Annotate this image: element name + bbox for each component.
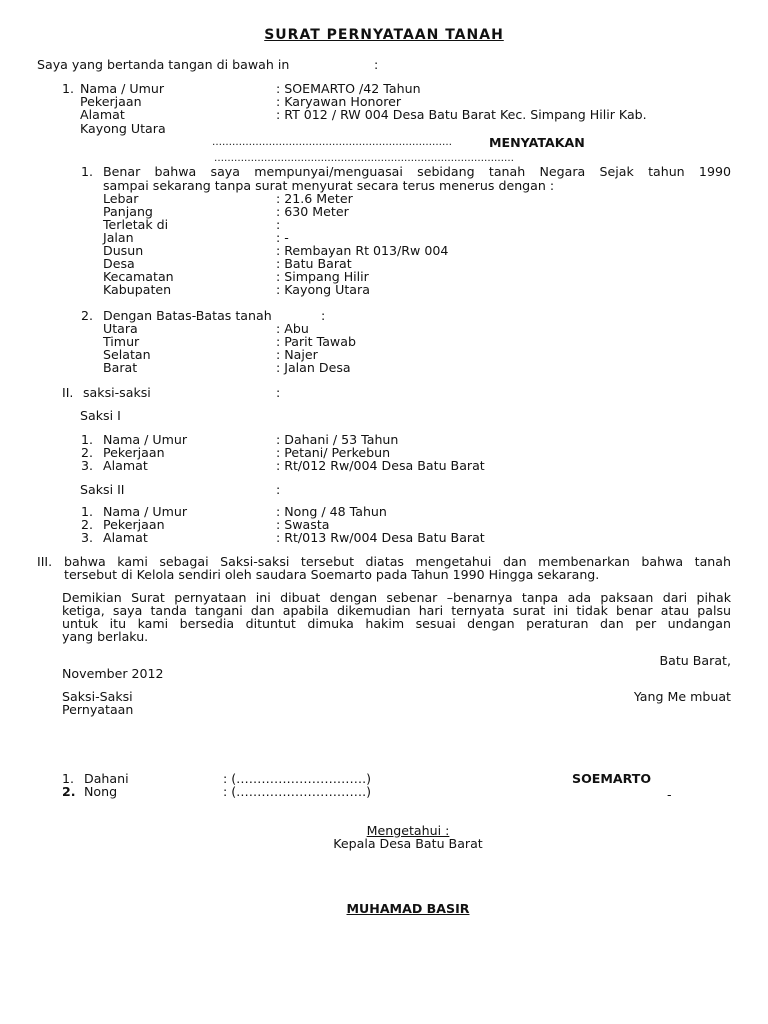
closing-line: ketiga, saya tanda tangani dan apabila dikemudian hari ternyata surat ini tidak benar atau palsu bbox=[62, 603, 731, 618]
section-text: bahwa kami sebagai Saksi-saksi tersebut diatas mengetahui dan membenarkan bahwa tanah bbox=[64, 554, 731, 569]
field-value: : Abu bbox=[276, 321, 309, 336]
field-value: : bbox=[276, 217, 281, 232]
saksi-2-label: Saksi II bbox=[80, 482, 125, 497]
intro-colon: : bbox=[374, 57, 379, 72]
field-value: : Swasta bbox=[276, 517, 330, 532]
signature-number: 1. bbox=[62, 771, 75, 786]
field-label: Alamat bbox=[80, 107, 125, 122]
field-label: Utara bbox=[103, 321, 138, 336]
field-value: : Simpang Hilir bbox=[276, 269, 369, 284]
signer-name: SOEMARTO bbox=[572, 771, 652, 786]
field-value: : Kayong Utara bbox=[276, 282, 370, 297]
declarant-number: 1. bbox=[62, 81, 75, 96]
page-title: SURAT PERNYATAAN TANAH bbox=[264, 27, 504, 43]
field-value: : Rembayan Rt 013/Rw 004 bbox=[276, 243, 449, 258]
row-number: 2. bbox=[81, 517, 94, 532]
closing-line: yang berlaku. bbox=[62, 629, 149, 644]
field-value: : Rt/012 Rw/004 Desa Batu Barat bbox=[276, 458, 485, 473]
point-text: Benar bahwa saya mempunyai/menguasai sebidang tanah Negara Sejak tahun 1990 bbox=[103, 164, 731, 179]
signer-dash: - bbox=[667, 787, 672, 802]
field-label: Nama / Umur bbox=[80, 81, 165, 96]
mengetahui-label: Mengetahui : bbox=[366, 823, 450, 838]
field-label: Barat bbox=[103, 360, 138, 375]
intro-text: Saya yang bertanda tangan di bawah in bbox=[37, 57, 290, 72]
row-number: 3. bbox=[81, 530, 94, 545]
closing-line: Demikian Surat pernyataan ini dibuat dengan sebenar –benarnya tanpa ada paksaan dari pihak bbox=[62, 590, 731, 605]
field-label: Kabupaten bbox=[103, 282, 172, 297]
saksi-1-heading: Saksi I bbox=[80, 408, 121, 423]
kepala-desa-name: MUHAMAD BASIR bbox=[346, 901, 470, 916]
closing-line: untuk itu kami bersedia dituntut dimuka hakim sesuai dengan peraturan dan per undangan bbox=[62, 616, 731, 631]
row-number: 1. bbox=[81, 504, 94, 519]
field-label: Desa bbox=[103, 256, 135, 271]
place: Batu Barat, bbox=[659, 653, 731, 668]
field-label: Nama / Umur bbox=[103, 432, 188, 447]
field-value: : - bbox=[276, 230, 289, 245]
row-number: 2. bbox=[81, 445, 94, 460]
menyatakan-label: MENYATAKAN bbox=[489, 135, 585, 150]
field-value: : Petani/ Perkebun bbox=[276, 445, 391, 460]
field-value: : Karyawan Honorer bbox=[276, 94, 402, 109]
saksi-saksi-label: Saksi-Saksi bbox=[62, 689, 133, 704]
signature-line: : (………………………….) bbox=[223, 784, 372, 799]
field-label: Dusun bbox=[103, 243, 144, 258]
field-value: : 21.6 Meter bbox=[276, 191, 353, 206]
field-value: : RT 012 / RW 004 Desa Batu Barat Kec. Simpang Hilir Kab. bbox=[276, 107, 647, 122]
field-value: : Parit Tawab bbox=[276, 334, 356, 349]
field-value: : SOEMARTO /42 Tahun bbox=[276, 81, 421, 96]
point-number: 2. bbox=[81, 308, 94, 323]
field-label: Timur bbox=[103, 334, 140, 349]
field-value: : 630 Meter bbox=[276, 204, 349, 219]
signature-line: : (………………………….) bbox=[223, 771, 372, 786]
field-label: Pekerjaan bbox=[103, 517, 165, 532]
field-value: : Dahani / 53 Tahun bbox=[276, 432, 399, 447]
section-number: II. bbox=[62, 385, 74, 400]
section-label: saksi-saksi bbox=[83, 385, 151, 400]
field-label: Jalan bbox=[103, 230, 134, 245]
row-number: 1. bbox=[81, 432, 94, 447]
section-text: tersebut di Kelola sendiri oleh saudara Soemarto pada Tahun 1990 Hingga sekarang. bbox=[64, 567, 600, 582]
pernyataan-label: Pernyataan bbox=[62, 702, 134, 717]
field-value: : Batu Barat bbox=[276, 256, 352, 271]
point-text: Dengan Batas-Batas tanah bbox=[103, 308, 272, 323]
dots: ……………………………………………………………………………… bbox=[214, 153, 514, 164]
field-label: Alamat bbox=[103, 458, 148, 473]
date: November 2012 bbox=[62, 666, 164, 681]
point-text: sampai sekarang tanpa surat menyurat secara terus menerus dengan : bbox=[103, 178, 555, 193]
field-label: Panjang bbox=[103, 204, 153, 219]
section-colon: : bbox=[276, 385, 281, 400]
point-number: 1. bbox=[81, 164, 94, 179]
field-label: Kecamatan bbox=[103, 269, 174, 284]
field-value: : Rt/013 Rw/004 Desa Batu Barat bbox=[276, 530, 485, 545]
field-value: : Nong / 48 Tahun bbox=[276, 504, 387, 519]
address-continuation: Kayong Utara bbox=[80, 121, 166, 136]
field-label: Terletak di bbox=[103, 217, 169, 232]
field-label: Alamat bbox=[103, 530, 148, 545]
section-number: III. bbox=[37, 554, 53, 569]
field-value: : Jalan Desa bbox=[276, 360, 351, 375]
field-value: : Najer bbox=[276, 347, 318, 362]
signature-name: Dahani bbox=[84, 771, 129, 786]
field-label: Lebar bbox=[103, 191, 139, 206]
field-label: Nama / Umur bbox=[103, 504, 188, 519]
heading-colon: : bbox=[321, 308, 326, 323]
field-label: Pekerjaan bbox=[103, 445, 165, 460]
saksi-2-colon: : bbox=[276, 482, 281, 497]
signature-number: 2. bbox=[62, 784, 76, 799]
row-number: 3. bbox=[81, 458, 94, 473]
kepala-desa-title: Kepala Desa Batu Barat bbox=[333, 836, 483, 851]
signature-name: Nong bbox=[84, 784, 118, 799]
field-label: Pekerjaan bbox=[80, 94, 142, 109]
yang-membuat-label: Yang Me mbuat bbox=[633, 689, 731, 704]
field-label: Selatan bbox=[103, 347, 151, 362]
dots: ……………………………………………………………… bbox=[212, 137, 452, 148]
